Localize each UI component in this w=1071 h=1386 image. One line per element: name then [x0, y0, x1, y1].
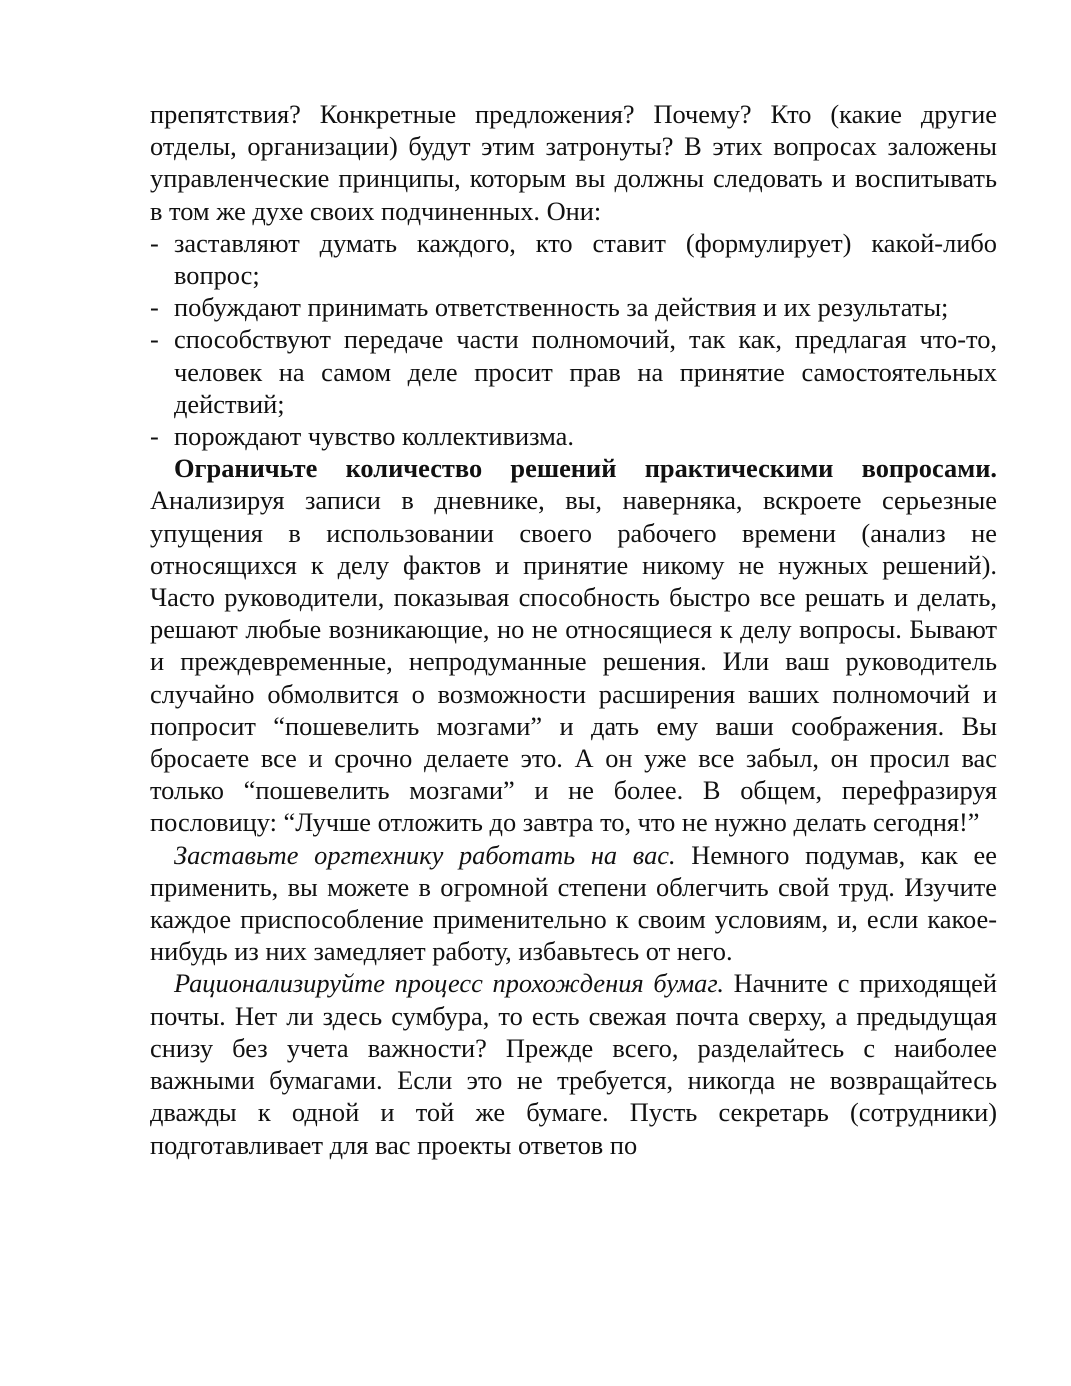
limit-decisions-body: Анализируя записи в дневнике, вы, наверняка, вскроете серьезные упущения в использовании своего рабочего времени (анализ не относящихся к делу фактов и принятие никому не нужных решений). Часто руководители, показывая способность быстро все решать и делать, решают любые возникающие, но не относящиеся к делу вопросы. Бывают и преждевременные, непродуманные решения. Или ваш руководитель случайно обмолвится о возможности расширения ваших полномочий и попросит “пошевелить мозгами” и дать ему ваши соображения. Вы бросаете все и срочно делаете это. А он уже все забыл, он просил вас только “пошевелить мозгами” и не более. В общем, перефразируя пословицу: “Лучше отложить до завтра то, что не нужно делать сегодня!”	[150, 485, 997, 838]
list-item	[150, 291, 997, 323]
intro-paragraph: препятствия? Конкретные предложения? Почему? Кто (какие другие отделы, организации) будут этим затронуты? В этих вопросах заложены управленческие принципы, которым вы должны следовать и воспитывать в том же духе своих подчиненных. Они:	[150, 99, 997, 226]
list-marker: -	[150, 421, 159, 452]
list-marker: -	[150, 227, 159, 258]
paper-flow-heading: Рационализируйте процесс прохождения бумаг.	[174, 968, 724, 999]
list-item	[150, 227, 997, 291]
list-item-text: побуждают принимать ответственность за действия и их результаты;	[174, 292, 949, 323]
list-item	[150, 323, 997, 420]
list-item	[150, 420, 997, 452]
list-item-text: заставляют думать каждого, кто ставит (формулирует) какой-либо вопрос;	[174, 227, 997, 291]
limit-decisions-paragraph	[150, 452, 997, 838]
office-equipment-body: Немного подумав, как ее применить, вы можете в огромной степени облегчить свой труд. Изучите каждое приспособление применительно к своим условиям, и, если какое-нибудь из них замедляет работу, избавьтесь от него.	[150, 839, 997, 967]
principles-list	[150, 227, 997, 452]
list-item-text: порождают чувство коллективизма.	[174, 421, 574, 452]
list-marker: -	[150, 324, 159, 355]
list-marker: -	[150, 292, 159, 323]
office-equipment-paragraph	[150, 839, 997, 968]
paper-flow-paragraph	[150, 967, 997, 1160]
paper-flow-body: Начните с приходящей почты. Нет ли здесь сумбура, то есть свежая почта сверху, а предыдущая снизу без учета важности? Прежде всего, разделайтесь с наиболее важными бумагами. Если это не требуется, никогда не возвращайтесь дважды к одной и той же бумаге. Пусть секретарь (сотрудники) подготавливает для вас проекты ответов по	[150, 968, 997, 1160]
document-page	[150, 98, 997, 1161]
list-item-text: способствуют передаче части полномочий, так как, предлагая что-то, человек на самом деле просит прав на принятие самостоятельных действий;	[174, 324, 997, 419]
office-equipment-heading: Заставьте оргтехнику работать на вас.	[174, 839, 676, 870]
limit-decisions-heading: Ограничьте количество решений практическими вопросами.	[174, 453, 997, 484]
